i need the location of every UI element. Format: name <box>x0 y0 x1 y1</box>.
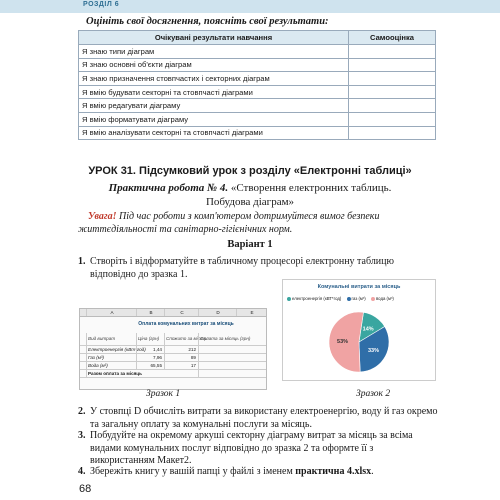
warning-label: Увага! <box>88 211 117 222</box>
sheet-cell: 7,96 <box>136 354 164 361</box>
practical-prefix: Практична робота № 4. <box>108 182 229 194</box>
sheet-total-label: Разом оплата за місяць <box>86 370 198 377</box>
sheet-title: Оплата комунальних витрат за місяць <box>138 321 234 327</box>
table-row <box>79 85 436 99</box>
task-text: У стовпці D обчисліть витрати за використану електроенергію, воду й газ окремо та загальну оплату за комунальні послуги за місяць. <box>90 406 438 430</box>
task-text <box>78 466 438 479</box>
chart-title: Комунальні витрати за місяць <box>317 284 401 290</box>
table-row <box>79 99 436 113</box>
self-assessment-cell <box>349 126 436 140</box>
task-4 <box>78 466 438 479</box>
section-header-band <box>0 0 500 13</box>
self-assessment-cell <box>349 45 436 59</box>
sheet-row <box>80 346 266 354</box>
outcome-text: Я вмію редагувати діаграму <box>79 99 349 113</box>
column-header-outcomes: Очікувані результати навчання <box>79 31 349 45</box>
sheet-cell: Газ (м³) <box>86 354 136 361</box>
sheet-column-letter: E <box>236 309 266 316</box>
sheet-cell: 17 <box>164 362 198 369</box>
sheet-cell <box>198 362 236 369</box>
practical-work-heading <box>0 181 500 209</box>
pie-chart-sample <box>282 279 436 381</box>
self-assessment-cell <box>349 85 436 99</box>
practical-title-line2: Побудова діаграм» <box>205 196 295 208</box>
table-row <box>79 126 436 140</box>
task-filename: практична 4.xlsx <box>295 466 372 477</box>
sheet-col-header: Вид витрат <box>86 333 136 345</box>
variant-heading: Варіант 1 <box>227 239 273 250</box>
legend-label: газ (м³) <box>351 296 366 301</box>
sheet-cell: 212 <box>164 346 198 353</box>
task-text: Створіть і відформатуйте в табличному процесорі електронну таблицю відповідно до зразка 1. <box>90 256 394 280</box>
task-3 <box>78 430 438 468</box>
task-2 <box>78 406 438 431</box>
sheet-column-letter: C <box>164 309 198 316</box>
self-assessment-cell <box>349 99 436 113</box>
lesson-title: УРОК 31. Підсумковий урок з розділу «Електронні таблиці» <box>88 165 412 177</box>
practical-title-line1: «Створення електронних таблиць. <box>230 182 392 194</box>
task-text-part: Збережіть книгу у вашій папці у файлі з іменем <box>90 466 296 477</box>
outcome-text: Я вмію форматувати діаграму <box>79 112 349 126</box>
sheet-cell <box>198 354 236 361</box>
caption-sample-2: Зразок 2 <box>356 389 391 399</box>
safety-warning <box>78 210 434 236</box>
table-row <box>79 45 436 59</box>
sheet-col-header: Спожито за місяць <box>164 333 198 345</box>
sheet-cell <box>198 346 236 353</box>
self-assessment-cell <box>349 58 436 72</box>
sheet-column-letter: A <box>86 309 136 316</box>
sheet-cell: 89 <box>164 354 198 361</box>
self-assessment-cell <box>349 72 436 86</box>
task-number: 3. <box>78 430 86 441</box>
pie-data-label: 14% <box>362 326 374 333</box>
task-number: 1. <box>78 256 86 267</box>
outcome-text: Я вмію аналізувати секторні та стовпчасті діаграми <box>79 126 349 140</box>
spreadsheet-sample <box>79 308 267 390</box>
warning-text: Під час роботи з комп'ютером дотримуйтеся вимог безпеки життєдіяльності та санітарно-гігієнічних норм. <box>78 211 380 235</box>
table-header-row <box>79 31 436 45</box>
intro-instruction: Оцініть свої досягнення, поясніть свої результати: <box>86 16 329 27</box>
task-text-part: . <box>371 466 374 477</box>
task-text: Побудуйте на окремому аркуші секторну діаграму витрат за місяць за всіма видами комунальних послуг відповідно до зразка 2 та оформте її з використанням Макет2. <box>90 430 413 466</box>
sheet-cell: Вода (м³) <box>86 362 136 369</box>
sheet-cell: 1,44 <box>136 346 164 353</box>
table-row <box>79 112 436 126</box>
self-assessment-cell <box>349 112 436 126</box>
column-header-self-assessment: Самооцінка <box>349 31 436 45</box>
outcome-text: Я знаю типи діаграм <box>79 45 349 59</box>
page-number: 68 <box>79 483 92 495</box>
sheet-header-row <box>80 333 266 346</box>
sheet-row <box>80 354 266 362</box>
section-label: РОЗДІЛ 6 <box>83 1 120 8</box>
sheet-cell <box>198 370 236 377</box>
outcome-text: Я знаю основні об'єкти діаграм <box>79 58 349 72</box>
legend-label: електроенергія (кВТ*год) <box>292 296 342 301</box>
pie-data-label: 53% <box>337 339 349 346</box>
sheet-total-row <box>80 370 266 378</box>
outcome-text: Я вмію будувати секторні та стовпчасті діаграми <box>79 85 349 99</box>
caption-sample-1: Зразок 1 <box>146 389 181 399</box>
sheet-row <box>80 362 266 370</box>
outcome-text: Я знаю призначення стовпчастих і секторних діаграм <box>79 72 349 86</box>
pie-data-label: 33% <box>368 347 380 354</box>
task-number: 2. <box>78 406 86 417</box>
sheet-column-letter: B <box>136 309 164 316</box>
task-1 <box>78 256 438 281</box>
self-assessment-table <box>78 30 436 140</box>
task-number: 4. <box>78 466 86 477</box>
sheet-cell: Електроенергія (кВт*год) <box>88 347 146 352</box>
sheet-col-header: Оплата за місяць (грн) <box>198 333 236 345</box>
legend-label: вода (м³) <box>375 296 394 301</box>
pie-chart-svg <box>283 280 435 380</box>
sheet-cell: 65,55 <box>136 362 164 369</box>
sheet-column-header-row <box>80 309 266 317</box>
table-row <box>79 72 436 86</box>
sheet-col-header: Ціна (грн) <box>136 333 164 345</box>
sheet-column-letter: D <box>198 309 236 316</box>
table-row <box>79 58 436 72</box>
